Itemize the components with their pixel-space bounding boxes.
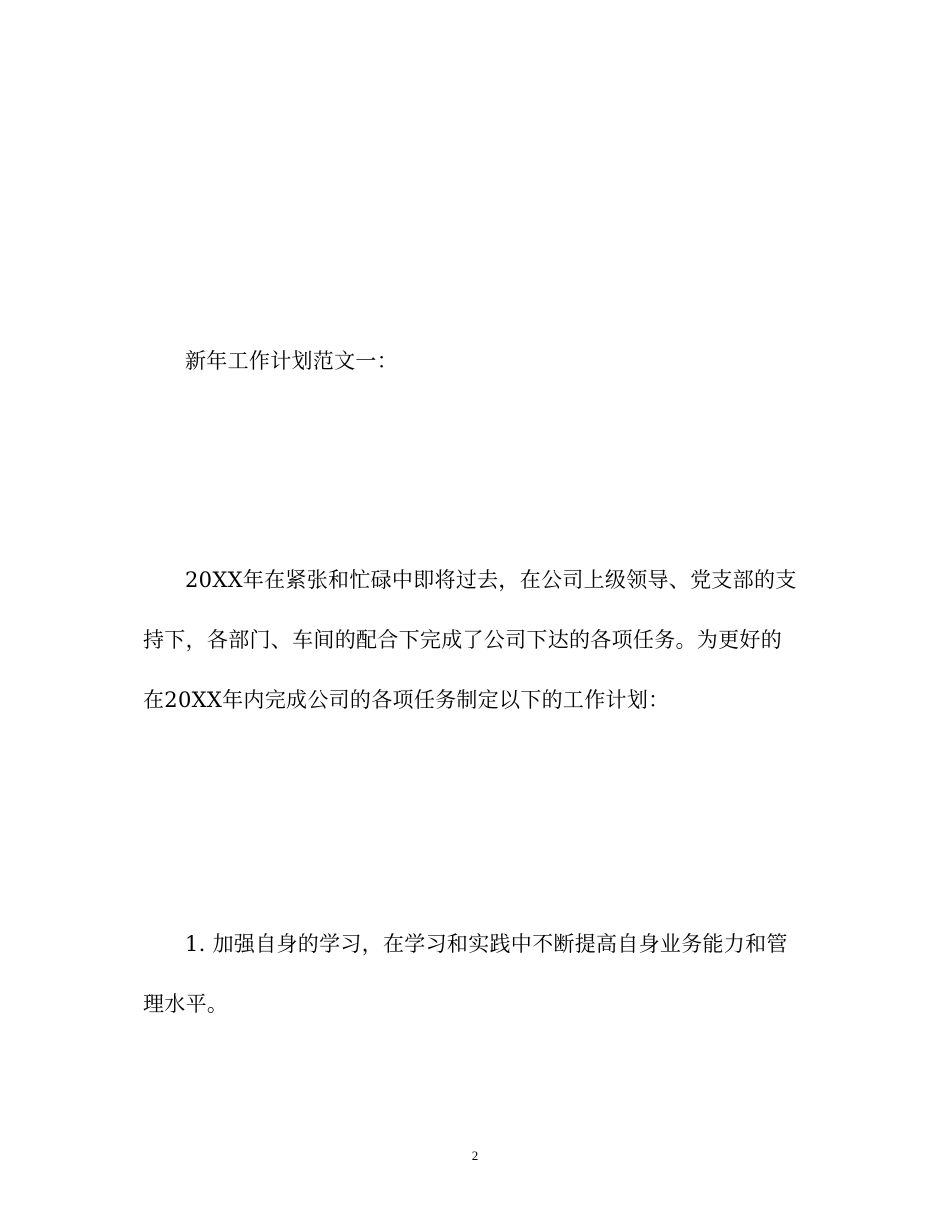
list-item-1-line-2: 理水平。	[143, 992, 229, 1016]
intro-line-3: 在20XX年内完成公司的各项任务制定以下的工作计划：	[143, 688, 670, 712]
intro-paragraph	[143, 550, 808, 730]
section-heading: 新年工作计划范文一：	[185, 349, 398, 373]
intro-line-1: 20XX年在紧张和忙碌中即将过去，在公司上级领导、党支部的支	[185, 568, 797, 592]
list-item-1	[143, 914, 808, 1034]
page-number: 2	[471, 1148, 479, 1163]
list-item-1-line-1: 1. 加强自身的学习，在学习和实践中不断提高自身业务能力和管	[185, 932, 788, 956]
intro-line-2: 持下，各部门、车间的配合下完成了公司下达的各项任务。为更好的	[143, 628, 782, 652]
